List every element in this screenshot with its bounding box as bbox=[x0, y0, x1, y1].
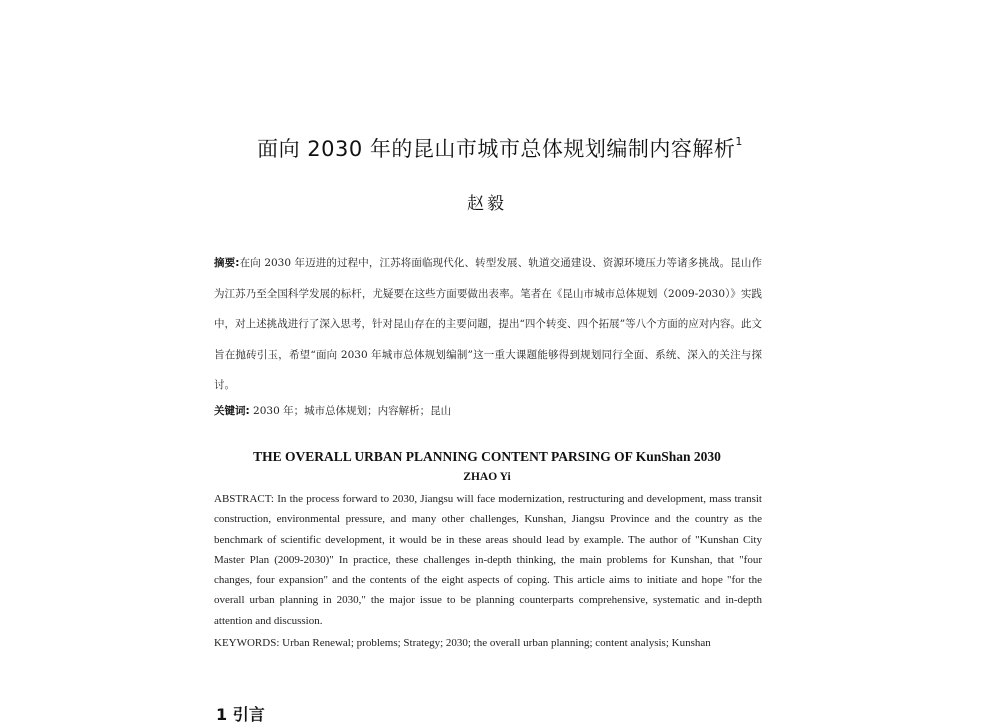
keywords-en bbox=[214, 633, 774, 653]
keywords-en-text: Urban Renewal; problems; Strategy; 2030; the overall urban planning; content analysis; Kunshan bbox=[282, 637, 711, 649]
keywords-cn-text: 2030 年；城市总体规划；内容解析；昆山 bbox=[253, 405, 452, 417]
abstract-cn-label: 摘要: bbox=[214, 257, 240, 269]
section-heading-introduction: 1 引言 bbox=[216, 705, 265, 724]
paper-title-en: THE OVERALL URBAN PLANNING CONTENT PARSING OF KunShan 2030 bbox=[253, 449, 721, 464]
abstract-en bbox=[214, 489, 762, 631]
abstract-cn bbox=[214, 248, 762, 401]
abstract-en-label: ABSTRACT: bbox=[214, 493, 274, 505]
keywords-en-label: KEYWORDS: bbox=[214, 637, 280, 649]
abstract-en-text: In the process forward to 2030, Jiangsu will face modernization, restructuring and development, mass transit construction, environmental pressure, and many other challenges, Kunshan, Jiangsu Province and the country as the benchmark of scientific development, it would be in these areas should lead by example. The author of "Kunshan City Master Plan (2009-2030)" In practice, these challenges in-depth thinking, the main problems for Kunshan, that "four changes, four expansion" and the contents of the eight aspects of coping. This article aims to initiate and hope "for the overall urban planning in 2030," the major issue to be planning counterparts comprehensive, systematic and in-depth attention and discussion. bbox=[214, 493, 762, 627]
abstract-cn-text: 在向 2030 年迈进的过程中，江苏将面临现代化、转型发展、轨道交通建设、资源环境压力等诸多挑战。昆山作为江苏乃至全国科学发展的标杆，尤疑要在这些方面要做出表率。笔者在《昆山市城市总体规划（2009-2030）》实践中，对上述挑战进行了深入思考，针对昆山存在的主要问题，提出“四个转变、四个拓展”等八个方面的应对内容。此文旨在抛砖引玉，希望“面向 2030 年城市总体规划编制”这一重大课题能够得到规划同行全面、系统、深入的关注与探讨。 bbox=[214, 257, 762, 392]
title-footnote-marker[interactable]: 1 bbox=[735, 135, 743, 148]
keywords-cn-label: 关键词: bbox=[214, 405, 250, 417]
paper-author-en: ZHAO Yi bbox=[463, 471, 511, 483]
paper-title bbox=[0, 133, 1000, 163]
paper-title-text: 面向 2030 年的昆山市城市总体规划编制内容解析 bbox=[257, 137, 736, 161]
paper-author: 赵毅 bbox=[467, 194, 507, 214]
keywords-cn bbox=[214, 401, 762, 421]
